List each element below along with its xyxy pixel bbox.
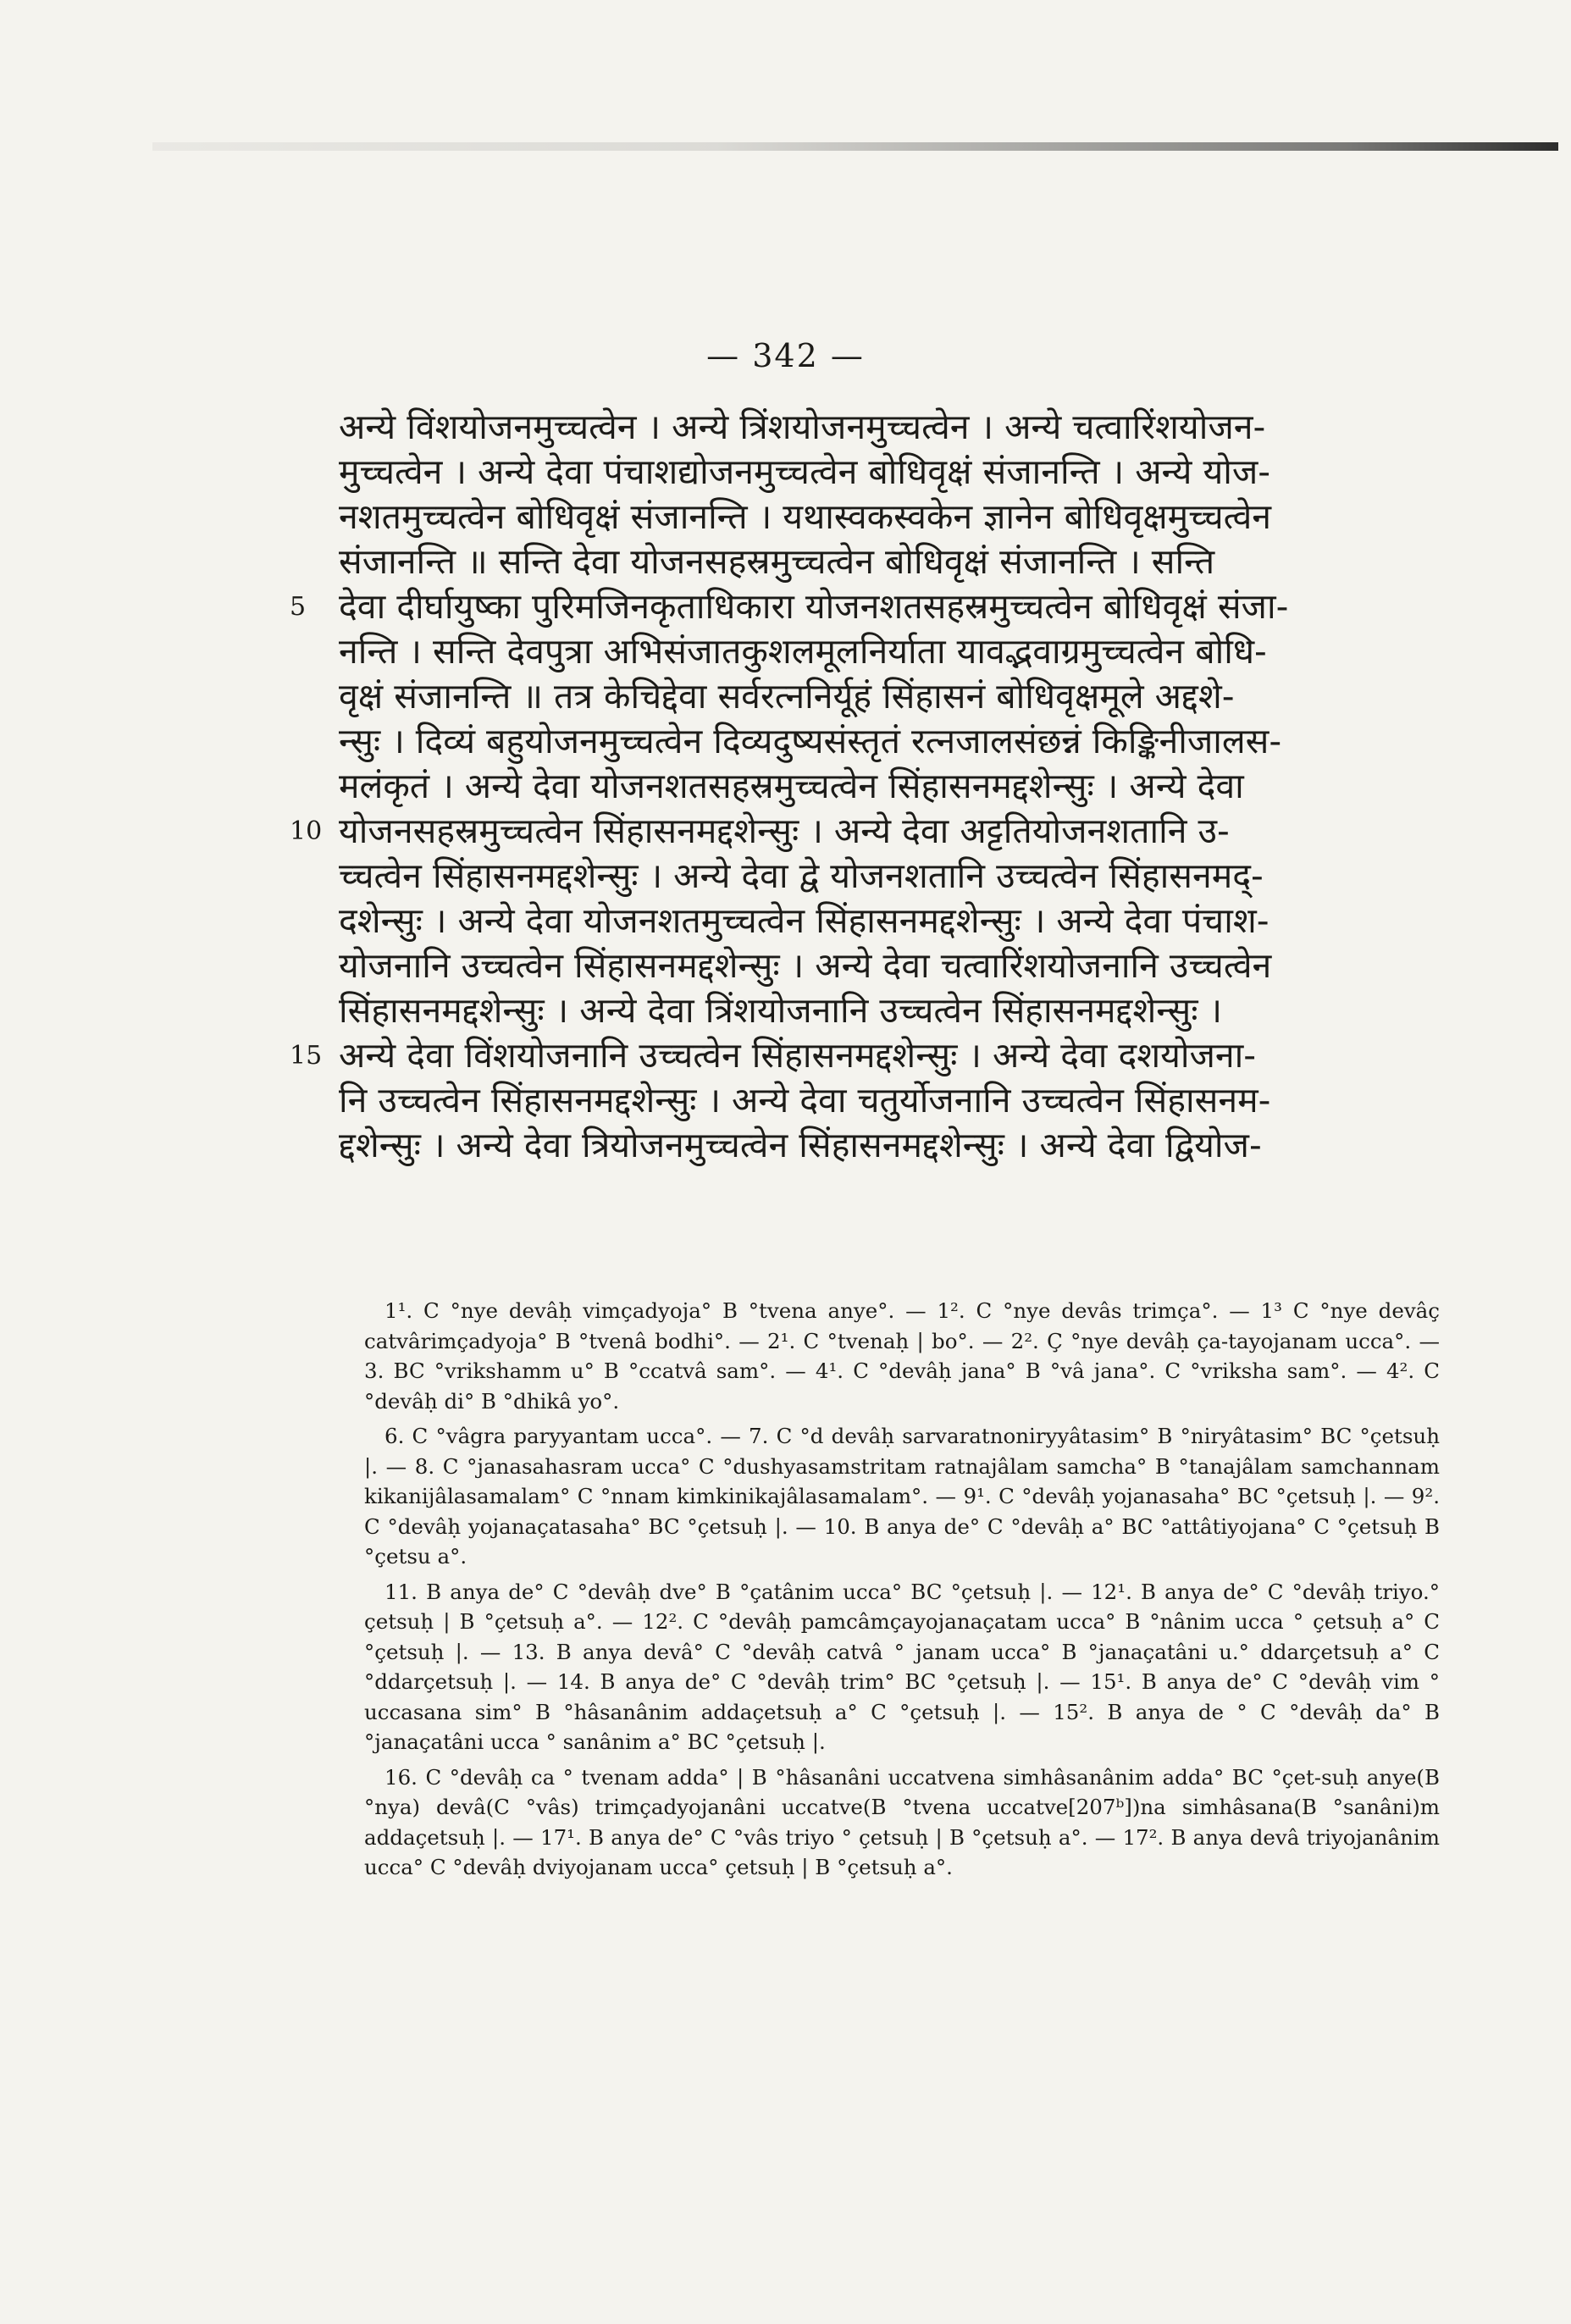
line-number: 5 bbox=[290, 592, 307, 622]
line-text: नन्ति । सन्ति देवपुत्रा अभिसंजातकुशलमूलनिर्याता यावद्भवाग्रमुच्चत्वेन बोधि- bbox=[339, 631, 1267, 672]
text-line bbox=[339, 450, 1435, 495]
line-text: देवा दीर्घायुष्का पुरिमजिनकृताधिकारा योजनशतसहस्रमुच्चत्वेन बोधिवृक्षं संजा- bbox=[339, 586, 1289, 627]
page-number: — 342 — bbox=[706, 337, 865, 374]
footnote-paragraph: 6. C °vâgra paryyantam ucca°. — 7. C °d devâḥ sarvaratnoniryyâtasim° B °niryâtasim° BC °çetsuḥ |. — 8. C °janasahasram ucca° C °dushyasamstritam ratnajâlam samcha° B °tanajâlam samchannam kikanijâlasamalam° C °nnam kimkinikajâlasamalam°. — 9¹. C °devâḥ yojanasaha° BC °çetsuḥ |. — 9². C °devâḥ yojanaçatasaha° BC °çetsuḥ |. — 10. B anya de° C °devâḥ a° BC °attâtiyojana° C °çetsuḥ B °çetsu a°. bbox=[364, 1424, 1440, 1569]
line-text: च्चत्वेन सिंहासनमद्दशेन्सुः । अन्ये देवा द्वे योजनशतानि उच्चत्वेन सिंहासनमद्- bbox=[339, 855, 1264, 896]
text-line bbox=[339, 540, 1435, 584]
text-line bbox=[290, 584, 1435, 629]
line-text: दशेन्सुः । अन्ये देवा योजनशतमुच्चत्वेन सिंहासनमद्दशेन्सुः । अन्ये देवा पंचाश- bbox=[339, 900, 1270, 941]
line-number: 10 bbox=[290, 816, 323, 846]
line-text: योजनानि उच्चत्वेन सिंहासनमद्दशेन्सुः । अन्ये देवा चत्वारिंशयोजनानि उच्चत्वेन bbox=[339, 945, 1272, 986]
text-line bbox=[290, 809, 1435, 854]
line-text: मुच्चत्वेन । अन्ये देवा पंचाशद्योजनमुच्चत्वेन बोधिवृक्षं संजानन्ति । अन्ये योज- bbox=[339, 451, 1271, 492]
text-line bbox=[339, 854, 1435, 899]
text-line bbox=[339, 1123, 1435, 1168]
line-text: न्सुः । दिव्यं बहुयोजनमुच्चत्वेन दिव्यदुष्यसंस्तृतं रत्नजालसंछन्नं किङ्किनीजालस- bbox=[339, 721, 1282, 761]
footnote-paragraph: 1¹. C °nye devâḥ vimçadyoja° B °tvena anye°. — 1². C °nye devâs trimça°. — 1³ C °nye devâç catvârimçadyoja° B °tvenâ bodhi°. — 2¹. C °tvenaḥ | bo°. — 2². Ç °nye devâḥ ça-tayojanam ucca°. — 3. BC °vrikshamm u° B °ccatvâ sam°. — 4¹. C °devâḥ jana° B °vâ jana°. C °vriksha sam°. — 4². C °devâḥ di° B °dhikâ yo°. bbox=[364, 1298, 1440, 1414]
text-line bbox=[339, 674, 1435, 719]
text-line bbox=[339, 764, 1435, 809]
line-number: 15 bbox=[290, 1041, 323, 1071]
text-line bbox=[339, 899, 1435, 943]
sanskrit-text-block bbox=[290, 405, 1435, 1168]
line-text: वृक्षं संजानन्ति ॥ तत्र केचिद्देवा सर्वरत्ननिर्यूहं सिंहासनं बोधिवृक्षमूले अद्दशे- bbox=[339, 676, 1235, 717]
line-text: अन्ये देवा विंशयोजनानि उच्चत्वेन सिंहासनमद्दशेन्सुः । अन्ये देवा दशयोजना- bbox=[339, 1035, 1257, 1076]
line-text: अन्ये विंशयोजनमुच्चत्वेन । अन्ये त्रिंशयोजनमुच्चत्वेन । अन्ये चत्वारिंशयोजन- bbox=[339, 407, 1266, 447]
line-text: योजनसहस्रमुच्चत्वेन सिंहासनमद्दशेन्सुः । अन्ये देवा अट्टतियोजनशतानि उ- bbox=[339, 811, 1230, 851]
text-line bbox=[339, 988, 1435, 1033]
text-line bbox=[339, 943, 1435, 988]
top-rule bbox=[152, 142, 1558, 151]
line-text: नशतमुच्चत्वेन बोधिवृक्षं संजानन्ति । यथास्वकस्वकेन ज्ञानेन बोधिवृक्षमुच्चत्वेन bbox=[339, 496, 1272, 537]
text-line bbox=[339, 629, 1435, 674]
line-text: मलंकृतं । अन्ये देवा योजनशतसहस्रमुच्चत्वेन सिंहासनमद्दशेन्सुः । अन्ये देवा bbox=[339, 766, 1244, 806]
text-line bbox=[339, 719, 1435, 764]
line-text: सिंहासनमद्दशेन्सुः । अन्ये देवा त्रिंशयोजनानि उच्चत्वेन सिंहासनमद्दशेन्सुः । bbox=[339, 990, 1223, 1031]
footnote-paragraph: 16. C °devâḥ ca ° tvenam adda° | B °hâsanâni uccatvena simhâsanânim adda° BC °çet-suḥ anye(B °nya) devâ(C °vâs) trimçadyojanâni uccatve(B °tvena uccatve[207ᵇ])na simhâsana(B °sanâni)m addaçetsuḥ |. — 17¹. B anya de° C °vâs triyo ° çetsuḥ | B °çetsuḥ a°. — 17². B anya devâ triyojanânim ucca° C °devâḥ dviyojanam ucca° çetsuḥ | B °çetsuḥ a°. bbox=[364, 1764, 1440, 1879]
text-line bbox=[290, 1033, 1435, 1078]
text-line bbox=[339, 405, 1435, 450]
text-line bbox=[339, 1078, 1435, 1123]
footnote-paragraph: 11. B anya de° C °devâḥ dve° B °çatânim ucca° BC °çetsuḥ |. — 12¹. B anya de° C °devâḥ triyo.° çetsuḥ | B °çetsuḥ a°. — 12². C °devâḥ pamcâmçayojanaçatam ucca° B °nânim ucca ° çetsuḥ a° C °çetsuḥ |. — 13. B anya devâ° C °devâḥ catvâ ° janam ucca° B °janaçatâni u.° ddarçetsuḥ a° C °ddarçetsuḥ |. — 14. B anya de° C °devâḥ trim° BC °çetsuḥ |. — 15¹. B anya de° C °devâḥ vim ° uccasana sim° B °hâsanânim addaçetsuḥ a° C °çetsuḥ |. — 15². B anya de ° C °devâḥ da° B °janaçatâni ucca ° sanânim a° BC °çetsuḥ |. bbox=[364, 1579, 1440, 1754]
line-text: संजानन्ति ॥ सन्ति देवा योजनसहस्रमुच्चत्वेन बोधिवृक्षं संजानन्ति । सन्ति bbox=[339, 541, 1215, 582]
line-text: नि उच्चत्वेन सिंहासनमद्दशेन्सुः । अन्ये देवा चतुर्योजनानि उच्चत्वेन सिंहासनम- bbox=[339, 1080, 1271, 1120]
text-line bbox=[339, 495, 1435, 540]
line-text: द्दशेन्सुः । अन्ये देवा त्रियोजनमुच्चत्वेन सिंहासनमद्दशेन्सुः । अन्ये देवा द्वियोज- bbox=[339, 1125, 1262, 1165]
critical-apparatus bbox=[364, 1296, 1440, 1888]
